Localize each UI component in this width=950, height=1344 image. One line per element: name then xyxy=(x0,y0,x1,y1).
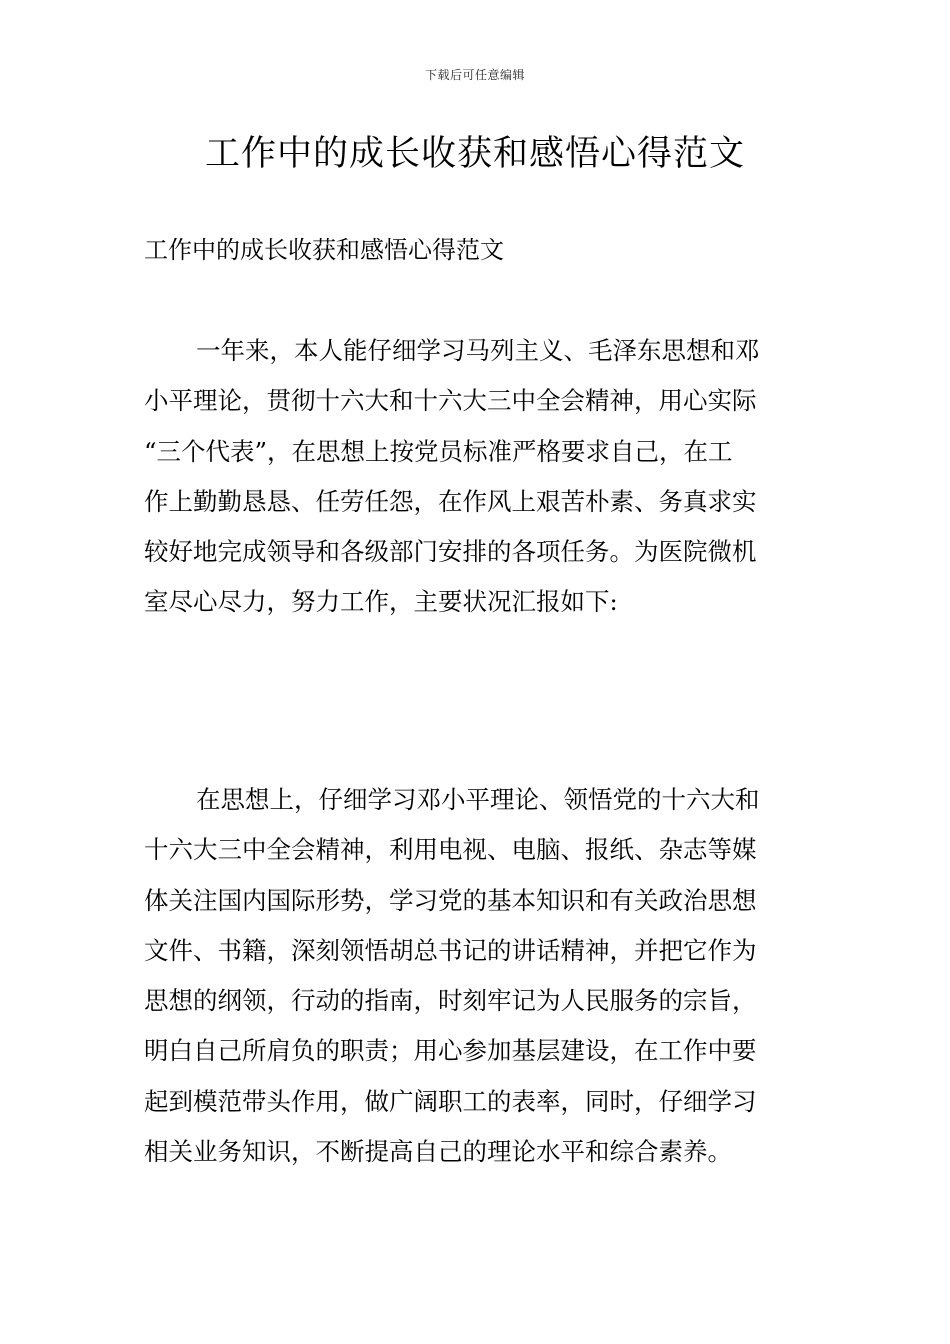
paragraph-line: 在思想上，仔细学习邓小平理论、领悟党的十六大和 xyxy=(196,785,760,814)
paragraph-line: 较好地完成领导和各级部门安排的各项任务。为医院微机 xyxy=(144,537,757,567)
paragraph-line: 起到模范带头作用，做广阔职工的表率，同时，仔细学习 xyxy=(144,1086,757,1116)
paragraph-line: 小平理论，贯彻十六大和十六大三中全会精神，用心实际 xyxy=(144,386,757,416)
paragraph-line: 一年来，本人能仔细学习马列主义、毛泽东思想和邓 xyxy=(196,336,760,365)
paragraph-1 xyxy=(144,326,808,628)
paragraph-line: “三个代表”，在思想上按党员标准严格要求自己，在工 xyxy=(144,436,733,466)
paragraph-line: 体关注国内国际形势，学习党的基本知识和有关政治思想 xyxy=(144,885,757,915)
document-title: 工作中的成长收获和感悟心得范文 xyxy=(204,134,745,174)
paragraph-2 xyxy=(144,775,808,1177)
paragraph-line: 明白自己所肩负的职责；用心参加基层建设，在工作中要 xyxy=(144,1036,757,1066)
paragraph-line: 作上勤勤恳恳、任劳任怨，在作风上艰苦朴素、务真求实 xyxy=(144,486,757,516)
paragraph-line: 思想的纲领，行动的指南，时刻牢记为人民服务的宗旨， xyxy=(144,986,757,1016)
header-note: 下载后可任意编辑 xyxy=(424,68,525,82)
paragraph-line: 室尽心尽力，努力工作，主要状况汇报如下: xyxy=(144,587,618,617)
paragraph-line: 十六大三中全会精神，利用电视、电脑、报纸、杂志等媒 xyxy=(144,835,757,865)
paragraph-line: 文件、书籍，深刻领悟胡总书记的讲话精神，并把它作为 xyxy=(144,935,757,965)
document-subtitle: 工作中的成长收获和感悟心得范文 xyxy=(144,236,504,264)
paragraph-line: 相关业务知识，不断提高自己的理论水平和综合素养。 xyxy=(144,1137,732,1167)
